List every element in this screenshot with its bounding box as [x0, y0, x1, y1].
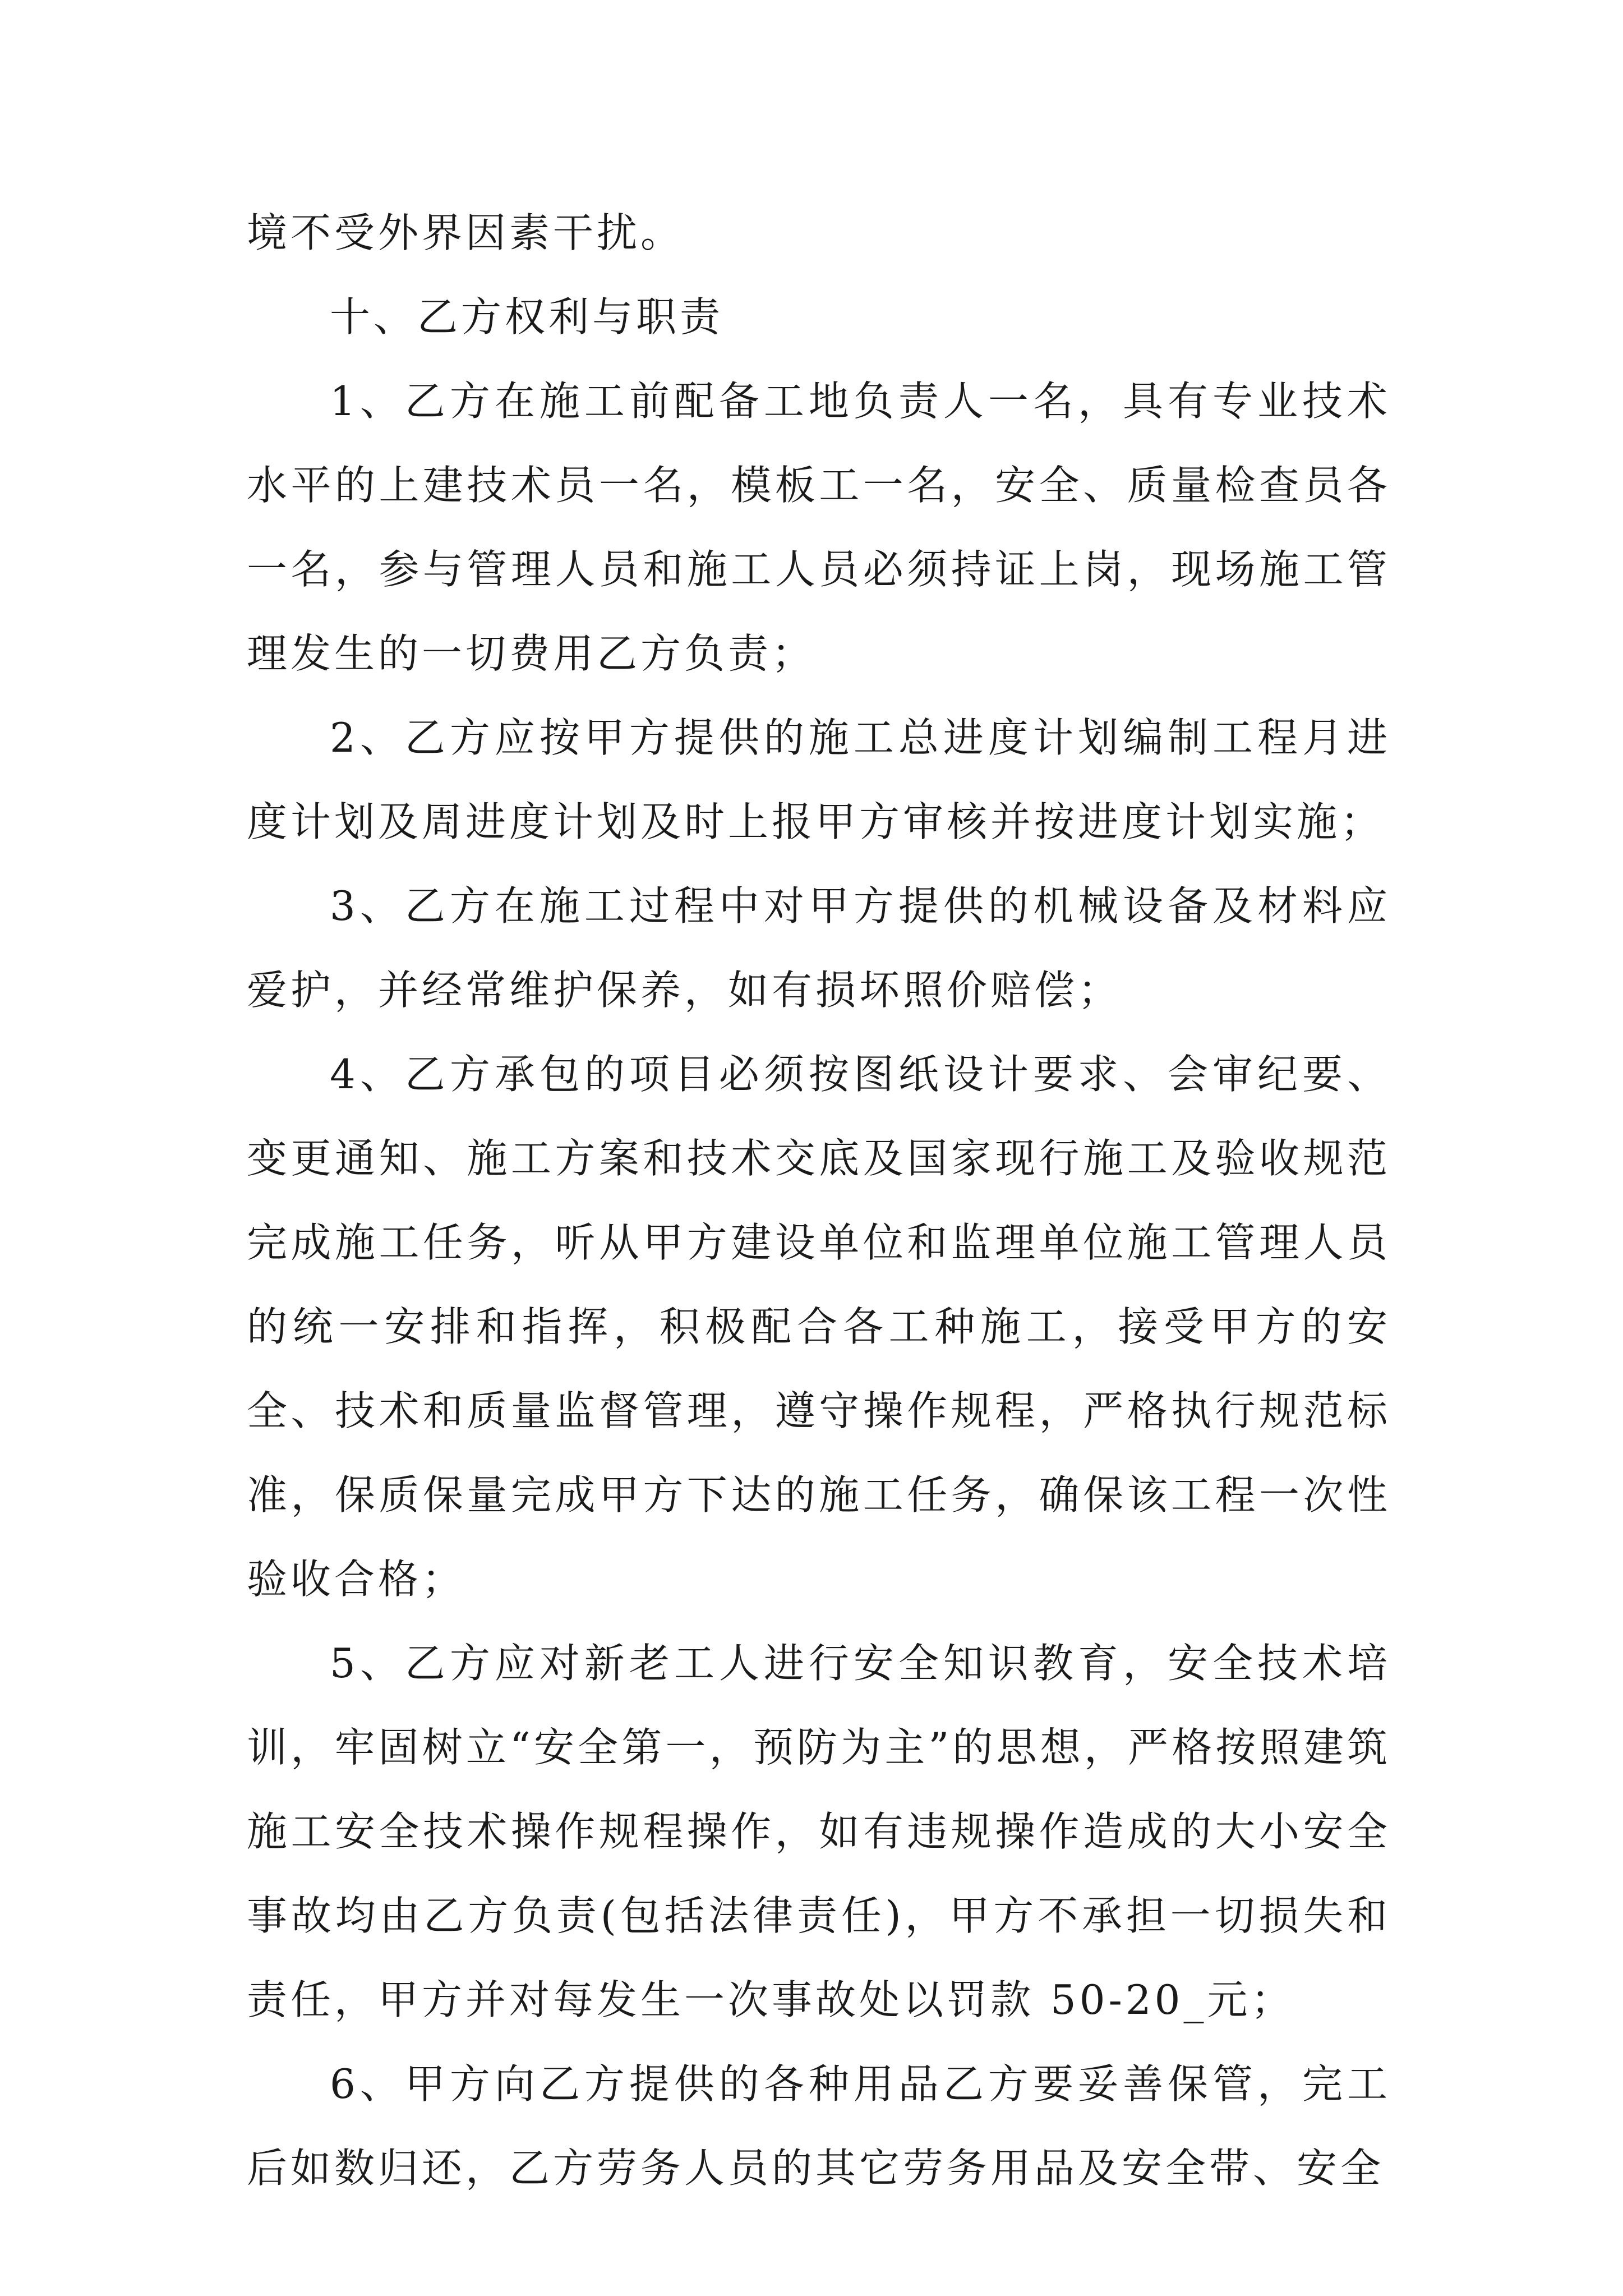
clause-2: 2、乙方应按甲方提供的施工总进度计划编制工程月进度计划及周进度计划及时上报甲方审核并按进度计划实施；	[247, 714, 1391, 845]
clause-3: 3、乙方在施工过程中对甲方提供的机械设备及材料应爱护，并经常维护保养，如有损坏照价赔偿；	[247, 882, 1391, 1014]
document-body	[247, 191, 1391, 2210]
clause-6: 6、甲方向乙方提供的各种用品乙方要妥善保管，完工后如数归还，乙方劳务人员的其它劳务用品及安全带、安全	[247, 2060, 1391, 2192]
clause-1: 1、乙方在施工前配备工地负责人一名，具有专业技术水平的上建技术员一名，模板工一名，安全、质量检查员各一名，参与管理人员和施工人员必须持证上岗，现场施工管理发生的一切费用乙方负责；	[247, 378, 1391, 677]
paragraph-continuation: 境不受外界因素干扰。	[247, 209, 685, 256]
section-heading: 十、乙方权利与职责	[330, 293, 724, 341]
clause-5: 5、乙方应对新老工人进行安全知识教育，安全技术培训，牢固树立“安全第一，预防为主”的思想，严格按照建筑施工安全技术操作规程操作，如有违规操作造成的大小安全事故均由乙方负责(包括法律责任)，甲方不承担一切损失和责任，甲方并对每发生一次事故处以罚款 50-20_元；	[247, 1640, 1391, 2023]
clause-4: 4、乙方承包的项目必须按图纸设计要求、会审纪要、变更通知、施工方案和技术交底及国家现行施工及验收规范完成施工任务，听从甲方建设单位和监理单位施工管理人员的统一安排和指挥，积极配合各工种施工，接受甲方的安全、技术和质量监督管理，遵守操作规程，严格执行规范标准，保质保量完成甲方下达的施工任务，确保该工程一次性验收合格；	[247, 1051, 1391, 1603]
